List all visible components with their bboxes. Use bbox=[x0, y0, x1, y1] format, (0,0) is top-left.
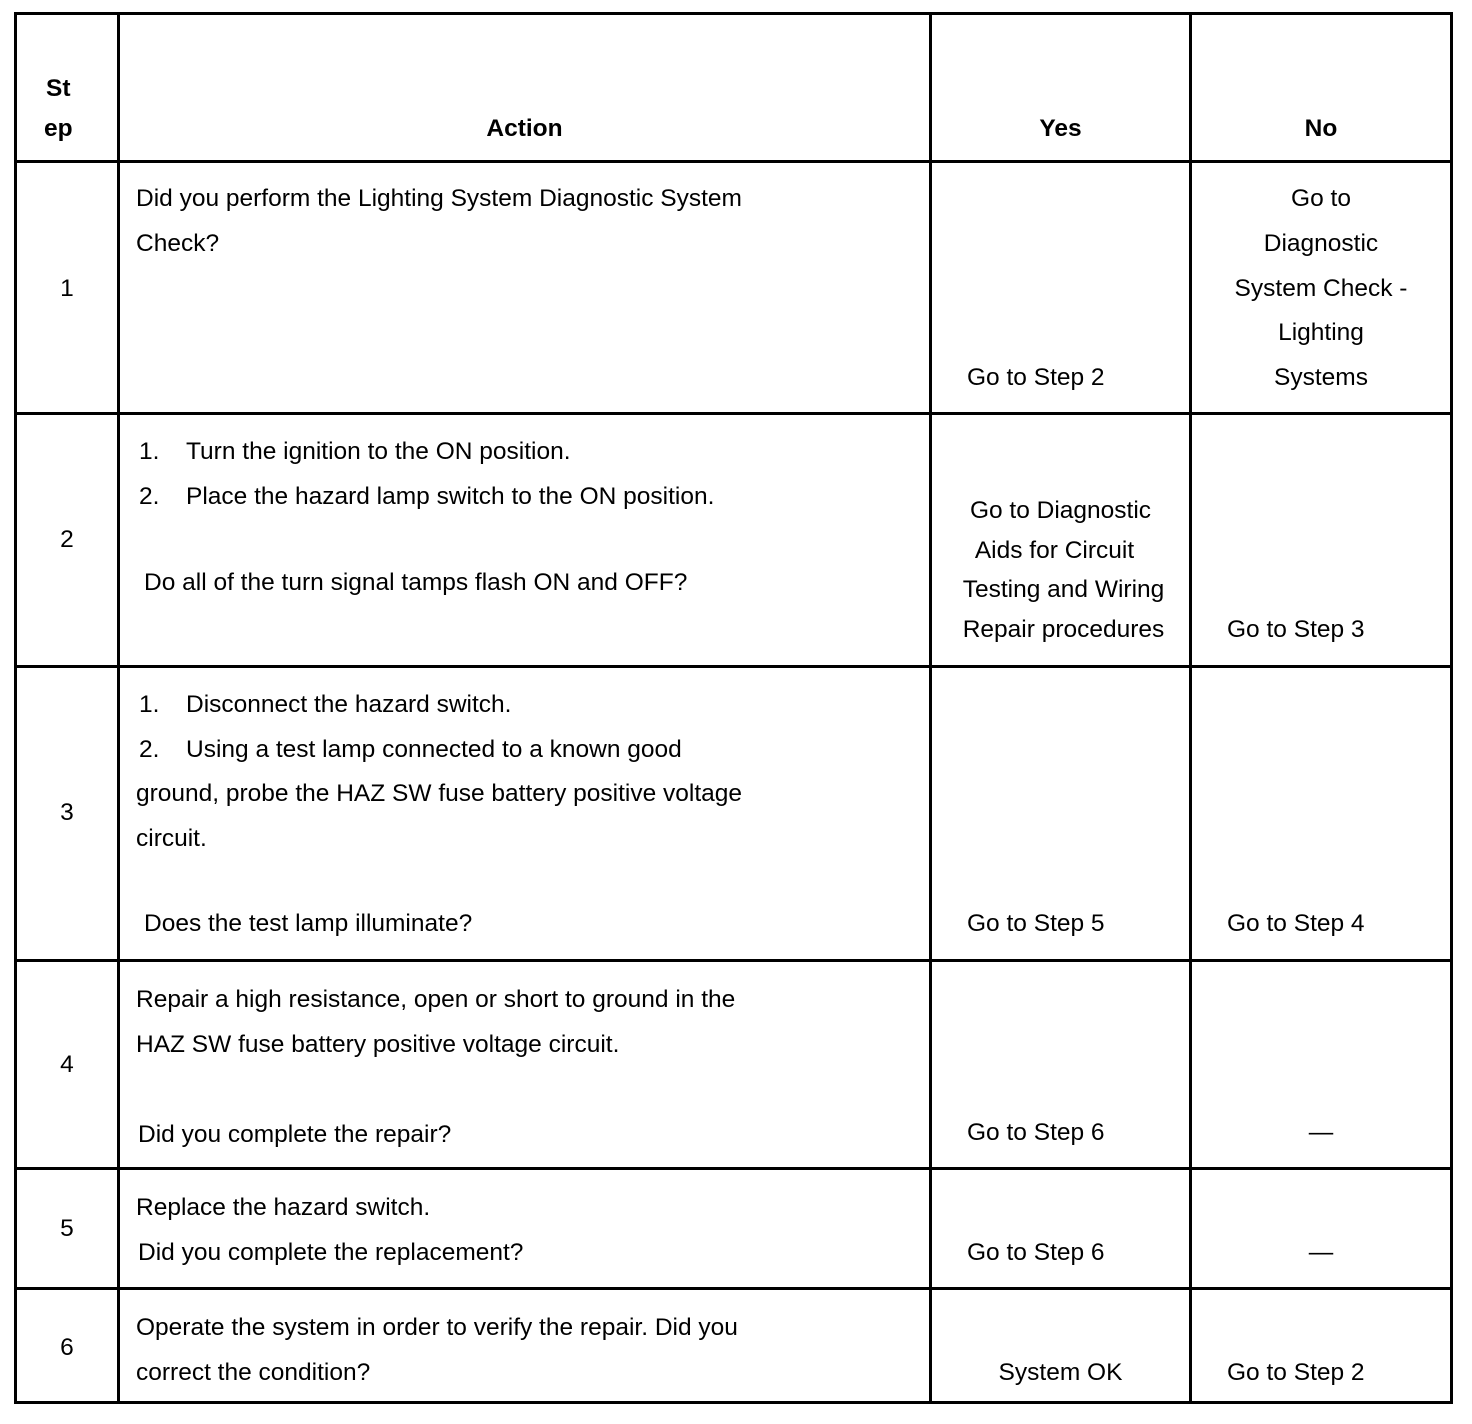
yes-go-to-step: Go to Step 6 bbox=[967, 1119, 1105, 1146]
step-number: 5 bbox=[60, 1215, 74, 1242]
header-step-line-2: ep bbox=[44, 115, 73, 142]
action-text-line: Operate the system in order to verify the repair. Did you bbox=[136, 1314, 738, 1341]
table-row bbox=[16, 1289, 1452, 1403]
yes-go-to-step: Go to Step 6 bbox=[967, 1239, 1105, 1266]
yes-go-to-step: Go to Step 2 bbox=[967, 364, 1105, 391]
action-cell bbox=[119, 667, 931, 961]
yes-system-ok: System OK bbox=[998, 1359, 1123, 1386]
no-text-line: System Check - bbox=[1234, 275, 1408, 302]
yes-cell bbox=[931, 162, 1191, 414]
action-question: Did you complete the repair? bbox=[138, 1121, 452, 1148]
header-action: Action bbox=[486, 115, 563, 142]
item-text: Using a test lamp connected to a known good bbox=[186, 736, 682, 763]
header-yes: Yes bbox=[1039, 115, 1082, 142]
header-no: No bbox=[1304, 115, 1338, 142]
yes-cell bbox=[931, 961, 1191, 1169]
action-text-line: Did you complete the replacement? bbox=[138, 1239, 524, 1266]
step-number: 1 bbox=[60, 275, 74, 302]
action-text-line: circuit. bbox=[136, 825, 207, 852]
yes-cell bbox=[931, 667, 1191, 961]
no-cell bbox=[1191, 414, 1452, 667]
yes-text-line: Testing and Wiring bbox=[962, 576, 1165, 603]
action-text-line: Repair a high resistance, open or short to ground in the bbox=[136, 986, 736, 1013]
action-cell bbox=[119, 961, 931, 1169]
table-row bbox=[16, 961, 1452, 1169]
step-number: 6 bbox=[60, 1334, 74, 1361]
step-cell bbox=[16, 162, 119, 414]
item-text: Turn the ignition to the ON position. bbox=[186, 438, 571, 465]
table-row bbox=[16, 414, 1452, 667]
item-number: 1. bbox=[139, 438, 160, 465]
step-cell bbox=[16, 667, 119, 961]
header-yes-cell bbox=[931, 14, 1191, 162]
no-go-to-step: Go to Step 2 bbox=[1227, 1359, 1365, 1386]
action-cell bbox=[119, 414, 931, 667]
yes-cell bbox=[931, 1289, 1191, 1403]
yes-text-line: Aids for Circuit bbox=[974, 537, 1135, 564]
no-cell bbox=[1191, 961, 1452, 1169]
action-text-line: HAZ SW fuse battery positive voltage circuit. bbox=[136, 1031, 620, 1058]
no-text-line: Diagnostic bbox=[1263, 230, 1379, 257]
action-text-line: Did you perform the Lighting System Diagnostic System bbox=[136, 185, 742, 212]
no-text-line: Systems bbox=[1274, 364, 1368, 391]
action-text-line: ground, probe the HAZ SW fuse battery positive voltage bbox=[136, 780, 743, 807]
no-dash: — bbox=[1308, 1119, 1334, 1146]
no-cell bbox=[1191, 1169, 1452, 1289]
no-go-to-step: Go to Step 4 bbox=[1227, 910, 1365, 937]
header-action-cell bbox=[119, 14, 931, 162]
table-row bbox=[16, 1169, 1452, 1289]
item-number: 1. bbox=[139, 691, 160, 718]
action-text-line: correct the condition? bbox=[136, 1359, 371, 1386]
no-cell bbox=[1191, 1289, 1452, 1403]
no-text-line: Lighting bbox=[1278, 319, 1364, 346]
yes-text-line: Repair procedures bbox=[962, 616, 1165, 643]
action-cell bbox=[119, 1289, 931, 1403]
action-cell bbox=[119, 1169, 931, 1289]
no-cell bbox=[1191, 667, 1452, 961]
action-question: Does the test lamp illuminate? bbox=[144, 910, 473, 937]
header-no-cell bbox=[1191, 14, 1452, 162]
no-cell bbox=[1191, 162, 1452, 414]
no-text-line: Go to bbox=[1291, 185, 1351, 212]
yes-text-line: Go to Diagnostic bbox=[969, 497, 1152, 524]
yes-go-to-step: Go to Step 5 bbox=[967, 910, 1105, 937]
no-dash: — bbox=[1308, 1239, 1334, 1266]
no-go-to-step: Go to Step 3 bbox=[1227, 616, 1365, 643]
table-row bbox=[16, 667, 1452, 961]
step-cell bbox=[16, 1169, 119, 1289]
header-step-line-1: St bbox=[46, 75, 71, 102]
header-step-cell bbox=[16, 14, 119, 162]
step-number: 4 bbox=[60, 1051, 74, 1078]
action-text-line: Check? bbox=[136, 230, 220, 257]
action-question: Do all of the turn signal tamps flash ON and OFF? bbox=[144, 569, 688, 596]
yes-cell bbox=[931, 414, 1191, 667]
diagnostic-table bbox=[14, 12, 1453, 1404]
action-cell bbox=[119, 162, 931, 414]
yes-cell bbox=[931, 1169, 1191, 1289]
item-text: Disconnect the hazard switch. bbox=[186, 691, 512, 718]
step-number: 2 bbox=[60, 526, 74, 553]
step-number: 3 bbox=[60, 799, 74, 826]
step-cell bbox=[16, 1289, 119, 1403]
action-text-line: Replace the hazard switch. bbox=[136, 1194, 431, 1221]
table-row bbox=[16, 162, 1452, 414]
item-number: 2. bbox=[139, 483, 160, 510]
header-row bbox=[16, 14, 1452, 162]
item-text: Place the hazard lamp switch to the ON position. bbox=[186, 483, 715, 510]
item-number: 2. bbox=[139, 736, 160, 763]
step-cell bbox=[16, 414, 119, 667]
step-cell bbox=[16, 961, 119, 1169]
